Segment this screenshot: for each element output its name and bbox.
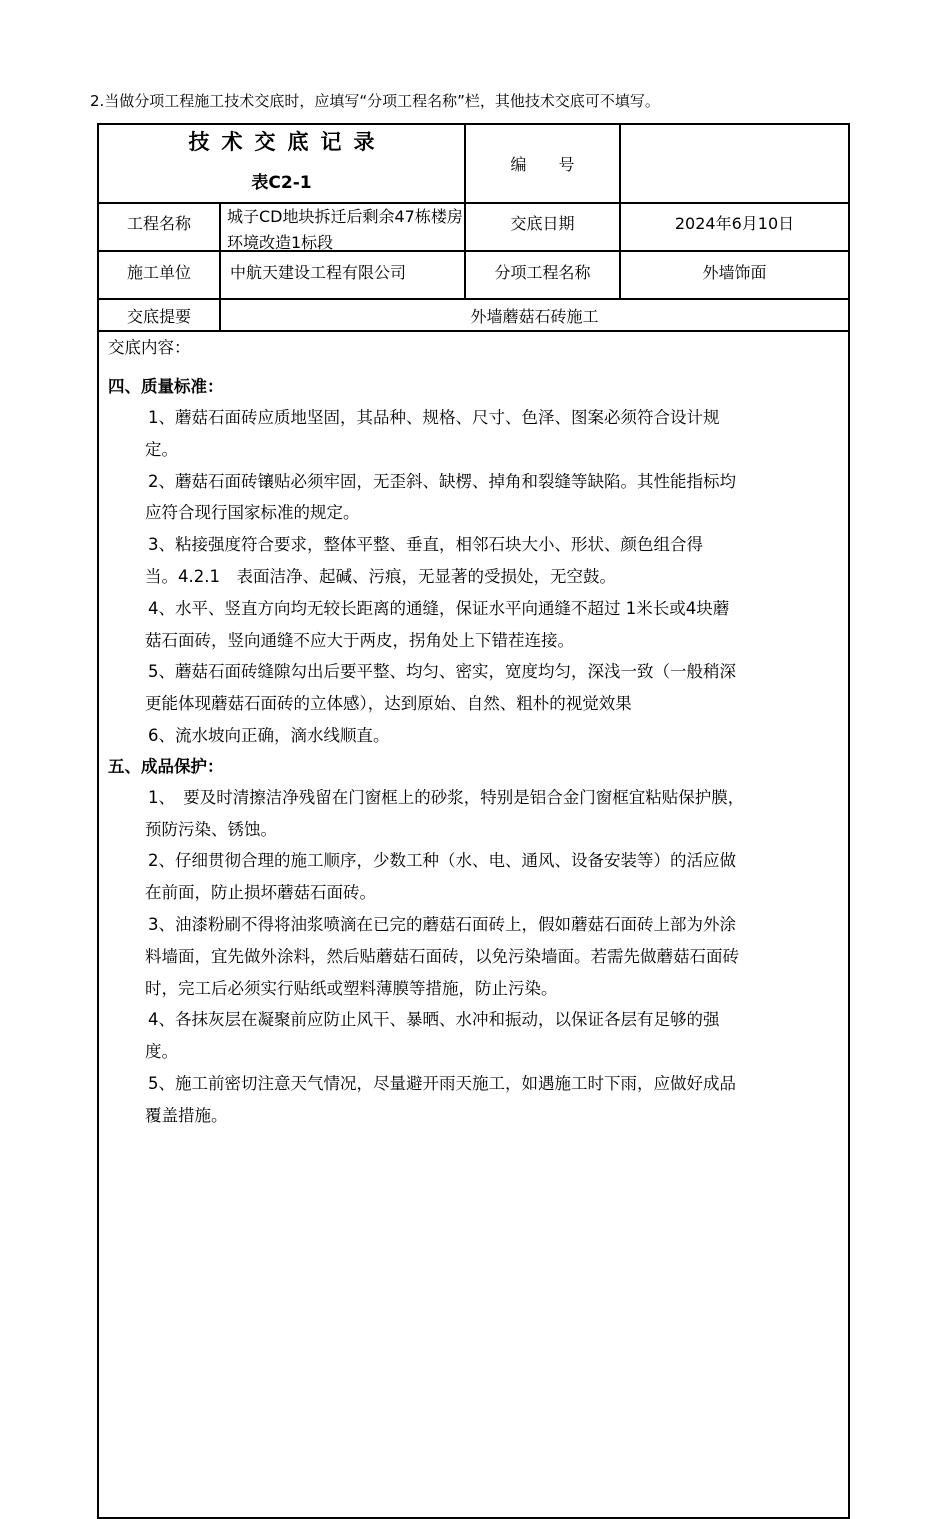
list-item: 2、仔细贯彻合理的施工顺序，少数工种（水、电、通风、设备安装等）的活应做 在前面，防止损坏蘑菇石面砖。 (145, 851, 736, 903)
grid-line (97, 330, 850, 332)
summary-value: 外墙蘑菇石砖施工 (470, 306, 599, 326)
date-label: 交底日期 (510, 213, 575, 233)
list-item: 4、水平、竖直方向均无较长距离的通缝，保证水平向通缝不超过 1米长或4块蘑 菇石面砖，竖向通缝不应大于两皮，拐角处上下错茬连接。 (145, 598, 730, 650)
project-name-value: 城子CD地块拆迁后剩余47栋楼房环境改造1标段 (227, 207, 463, 250)
list-item: 6、流水坡向正确，滴水线顺直。 (148, 725, 390, 745)
section-heading: 四、质量标准： (108, 377, 224, 396)
subproject-name-value: 外墙饰面 (702, 262, 767, 282)
list-item: 3、粘接强度符合要求，整体平整、垂直，相邻石块大小、形状、颜色组合得 当。4.2.1 表面洁净、起碱、污痕，无显著的受损处，无空鼓。 (145, 535, 703, 586)
construction-unit-value: 中航天建设工程有限公司 (230, 262, 407, 282)
subproject-name-label: 分项工程名称 (494, 262, 591, 282)
number-label: 编 号 (510, 155, 575, 174)
form-number: 表C2-1 (251, 172, 312, 193)
summary-label: 交底提要 (126, 306, 191, 326)
list-item: 4、各抹灰层在凝聚前应防止风干、暴晒、水冲和振动，以保证各层有足够的强 度。 (145, 1010, 720, 1062)
list-item: 2、蘑菇石面砖镶贴必须牢固，无歪斜、缺楞、掉角和裂缝等缺陷。其性能指标均 应符合现行国家标准的规定。 (145, 471, 736, 523)
list-item: 3、油漆粉刷不得将油浆喷滴在已完的蘑菇石面砖上，假如蘑菇石面砖上部为外涂 料墙面，宜先做外涂料，然后贴蘑菇石面砖，以免污染墙面。若需先做蘑菇石面砖 时，完工后必须实行贴纸或塑料薄膜等措施，防止污染。 (145, 914, 739, 998)
form-title: 技术交底记录 (188, 130, 387, 154)
disclosure-content (108, 336, 838, 1132)
number-field[interactable] (621, 125, 848, 202)
content-label: 交底内容： (108, 338, 191, 357)
date-value: 2024年6月10日 (674, 213, 795, 233)
section-heading: 五、成品保护： (108, 756, 224, 776)
list-item: 5、施工前密切注意天气情况，尽量避开雨天施工，如遇施工时下雨，应做好成品 覆盖措施。 (145, 1073, 736, 1125)
construction-unit-label: 施工单位 (126, 262, 191, 282)
list-item: 1、蘑菇石面砖应质地坚固，其品种、规格、尺寸、色泽、图案必须符合设计规 定。 (145, 408, 720, 459)
list-item: 5、蘑菇石面砖缝隙勾出后要平整、均匀、密实，宽度均匀，深浅一致（一般稍深 更能体现蘑菇石面砖的立体感），达到原始、自然、粗朴的视觉效果 (145, 662, 736, 714)
project-name-label: 工程名称 (126, 213, 191, 233)
list-item: 1、 要及时清擦洁净残留在门窗框上的砂浆，特别是铝合金门窗框宜粘贴保护膜， 预防污染、锈蚀。 (145, 787, 745, 839)
instruction-note: 2.当做分项工程施工技术交底时，应填写“分项工程名称”栏，其他技术交底可不填写。 (90, 92, 660, 110)
